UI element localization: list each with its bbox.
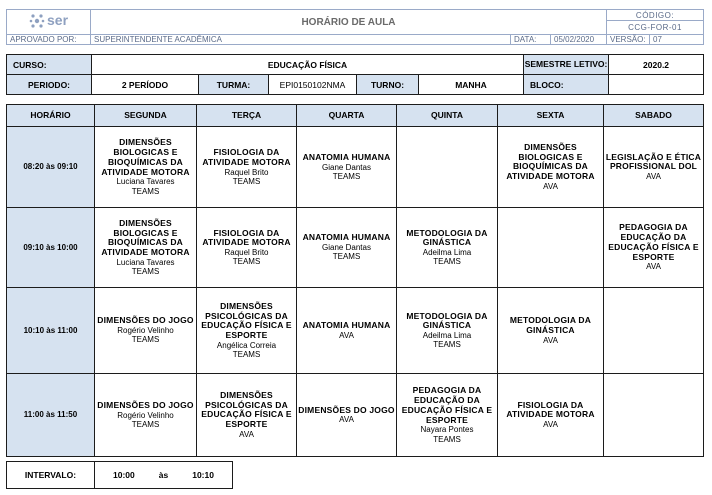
class-cell — [297, 127, 397, 208]
turno-value: MANHA — [419, 75, 524, 95]
class-subject: DIMENSÕES BIOLOGICAS E BIOQUÍMICAS DA ATIVIDADE MOTORA — [101, 137, 190, 177]
class-platform: TEAMS — [131, 186, 160, 196]
document-header — [6, 9, 704, 45]
class-platform: AVA — [339, 330, 354, 340]
class-cell — [604, 288, 704, 374]
periodo-label: PERIODO: — [7, 75, 92, 95]
turma-label: TURMA: — [199, 75, 269, 95]
class-platform: TEAMS — [332, 252, 361, 262]
data-value: 05/02/2020 — [551, 35, 607, 45]
ser-logo — [7, 10, 91, 32]
class-professor: Nayara Pontes — [420, 425, 474, 435]
class-subject: FISIOLOGIA DA ATIVIDADE MOTORA — [202, 227, 291, 248]
class-platform: AVA — [239, 429, 254, 439]
class-subject: PEDAGOGIA DA EDUCAÇÃO DA EDUCAÇÃO FÍSICA E ESPORTE — [608, 222, 699, 262]
class-professor: Adeilma Lima — [422, 248, 472, 258]
class-platform: AVA — [543, 335, 558, 345]
class-cell — [498, 374, 604, 457]
class-cell — [397, 374, 498, 457]
class-professor: Giane Dantas — [322, 162, 371, 172]
turno-label: TURNO: — [357, 75, 419, 95]
bloco-value — [609, 75, 704, 95]
class-professor: Rogério Velinho — [117, 326, 174, 336]
col-header-horario: HORÁRIO — [7, 105, 95, 127]
class-platform: AVA — [543, 181, 558, 191]
class-subject: FISIOLOGIA DA ATIVIDADE MOTORA — [506, 399, 595, 420]
logo-text: ser — [47, 12, 69, 28]
page-title: HORÁRIO DE AULA — [91, 10, 607, 35]
class-subject: ANATOMIA HUMANA — [302, 151, 391, 162]
turma-value: EPI0150102NMA — [269, 75, 357, 95]
class-subject: DIMENSÕES BIOLOGICAS E BIOQUÍMICAS DA ATIVIDADE MOTORA — [101, 217, 190, 258]
class-subject: FISIOLOGIA DA ATIVIDADE MOTORA — [202, 147, 291, 167]
time-slot: 10:10 às 11:00 — [7, 288, 95, 374]
schedule-row — [7, 127, 704, 208]
class-cell — [604, 374, 704, 457]
class-cell — [95, 208, 197, 288]
class-subject: METODOLOGIA DA GINÁSTICA — [406, 227, 488, 248]
class-subject: DIMENSÕES DO JOGO — [97, 399, 194, 410]
bloco-label: BLOCO: — [524, 75, 609, 95]
class-professor: Raquel Brito — [224, 248, 269, 258]
class-platform: AVA — [543, 420, 558, 430]
col-header-sabado: SABADO — [604, 105, 704, 127]
course-info — [6, 54, 704, 95]
class-professor: Giane Dantas — [322, 243, 371, 253]
schedule-row — [7, 374, 704, 457]
class-platform: AVA — [339, 415, 354, 425]
class-cell — [197, 208, 297, 288]
class-platform: AVA — [646, 262, 661, 272]
interval-row — [6, 461, 233, 489]
col-header-terca: TERÇA — [197, 105, 297, 127]
class-platform: AVA — [646, 172, 661, 182]
class-cell — [95, 288, 197, 374]
schedule-header-row — [7, 105, 704, 127]
class-professor: Rogério Velinho — [117, 410, 174, 420]
versao-label: VERSÃO: — [607, 35, 650, 45]
semestre-label: SEMESTRE LETIVO: — [524, 55, 609, 75]
schedule-row — [7, 288, 704, 374]
class-cell — [604, 208, 704, 288]
interval-times — [95, 462, 233, 489]
class-cell — [297, 374, 397, 457]
class-professor: Adeilma Lima — [422, 331, 472, 341]
col-header-quarta: QUARTA — [297, 105, 397, 127]
codigo-value: CCG-FOR-01 — [607, 21, 704, 35]
class-cell — [197, 374, 297, 457]
interval-start: 10:00 — [113, 470, 135, 480]
data-label: DATA: — [511, 35, 551, 45]
class-cell — [95, 374, 197, 457]
class-professor: Luciana Tavares — [116, 257, 175, 267]
col-header-segunda: SEGUNDA — [95, 105, 197, 127]
curso-value: EDUCAÇÃO FÍSICA — [92, 55, 524, 75]
class-platform: TEAMS — [232, 257, 261, 267]
class-platform: TEAMS — [332, 171, 361, 181]
class-cell — [297, 208, 397, 288]
class-platform: TEAMS — [433, 257, 461, 267]
time-slot: 08:20 às 09:10 — [7, 127, 95, 208]
class-subject: DIMENSÕES DO JOGO — [298, 404, 395, 415]
class-cell — [498, 127, 604, 208]
class-platform: TEAMS — [232, 176, 261, 186]
class-subject: LEGISLAÇÃO E ÉTICA PROFISSIONAL DOL — [605, 151, 702, 172]
class-cell — [297, 288, 397, 374]
class-professor: Angélica Correia — [216, 340, 277, 350]
aprovado-value: SUPERINTENDENTE ACADÊMICA — [91, 35, 511, 45]
class-subject: METODOLOGIA DA GINÁSTICA — [509, 315, 592, 335]
class-platform: TEAMS — [131, 419, 160, 429]
class-subject: METODOLOGIA DA GINÁSTICA — [406, 310, 488, 331]
class-cell — [498, 208, 604, 288]
aprovado-label: APROVADO POR: — [7, 35, 91, 45]
class-cell — [604, 127, 704, 208]
time-slot: 11:00 às 11:50 — [7, 374, 95, 457]
interval-label: INTERVALO: — [7, 462, 95, 489]
semestre-value: 2020.2 — [609, 55, 704, 75]
class-platform: TEAMS — [131, 267, 160, 277]
class-cell — [397, 288, 498, 374]
interval-end: 10:10 — [192, 470, 214, 480]
class-subject: DIMENSÕES BIOLOGICAS E BIOQUÍMICAS DA ATIVIDADE MOTORA — [506, 141, 595, 182]
class-cell — [95, 127, 197, 208]
curso-label: CURSO: — [7, 55, 92, 75]
class-cell — [197, 127, 297, 208]
class-subject: ANATOMIA HUMANA — [302, 232, 391, 243]
class-subject: DIMENSÕES PSICOLÓGICAS DA EDUCAÇÃO FÍSICA E ESPORTE — [201, 389, 292, 430]
class-cell — [197, 288, 297, 374]
schedule-row — [7, 208, 704, 288]
versao-value: 07 — [650, 35, 704, 45]
class-subject: PEDAGOGIA DA EDUCAÇÃO DA EDUCAÇÃO FÍSICA E ESPORTE — [401, 385, 493, 425]
class-platform: TEAMS — [131, 335, 160, 345]
class-subject: ANATOMIA HUMANA — [302, 320, 391, 331]
col-header-sexta: SEXTA — [498, 105, 604, 127]
class-subject: DIMENSÕES DO JOGO — [97, 315, 194, 326]
class-professor: Luciana Tavares — [116, 177, 175, 187]
schedule-table — [6, 104, 704, 457]
col-header-quinta: QUINTA — [397, 105, 498, 127]
class-cell — [498, 288, 604, 374]
class-platform: TEAMS — [232, 350, 261, 360]
class-cell — [397, 208, 498, 288]
class-cell — [397, 127, 498, 208]
class-platform: TEAMS — [433, 340, 461, 350]
class-professor: Raquel Brito — [224, 167, 269, 177]
interval-sep: às — [158, 470, 169, 480]
class-subject: DIMENSÕES PSICOLÓGICAS DA EDUCAÇÃO FÍSICA E ESPORTE — [201, 300, 292, 341]
codigo-label: CÓDIGO: — [607, 10, 704, 21]
class-platform: TEAMS — [433, 434, 461, 444]
periodo-value: 2 PERÍODO — [92, 75, 199, 95]
time-slot: 09:10 às 10:00 — [7, 208, 95, 288]
logo-cell — [7, 10, 91, 35]
